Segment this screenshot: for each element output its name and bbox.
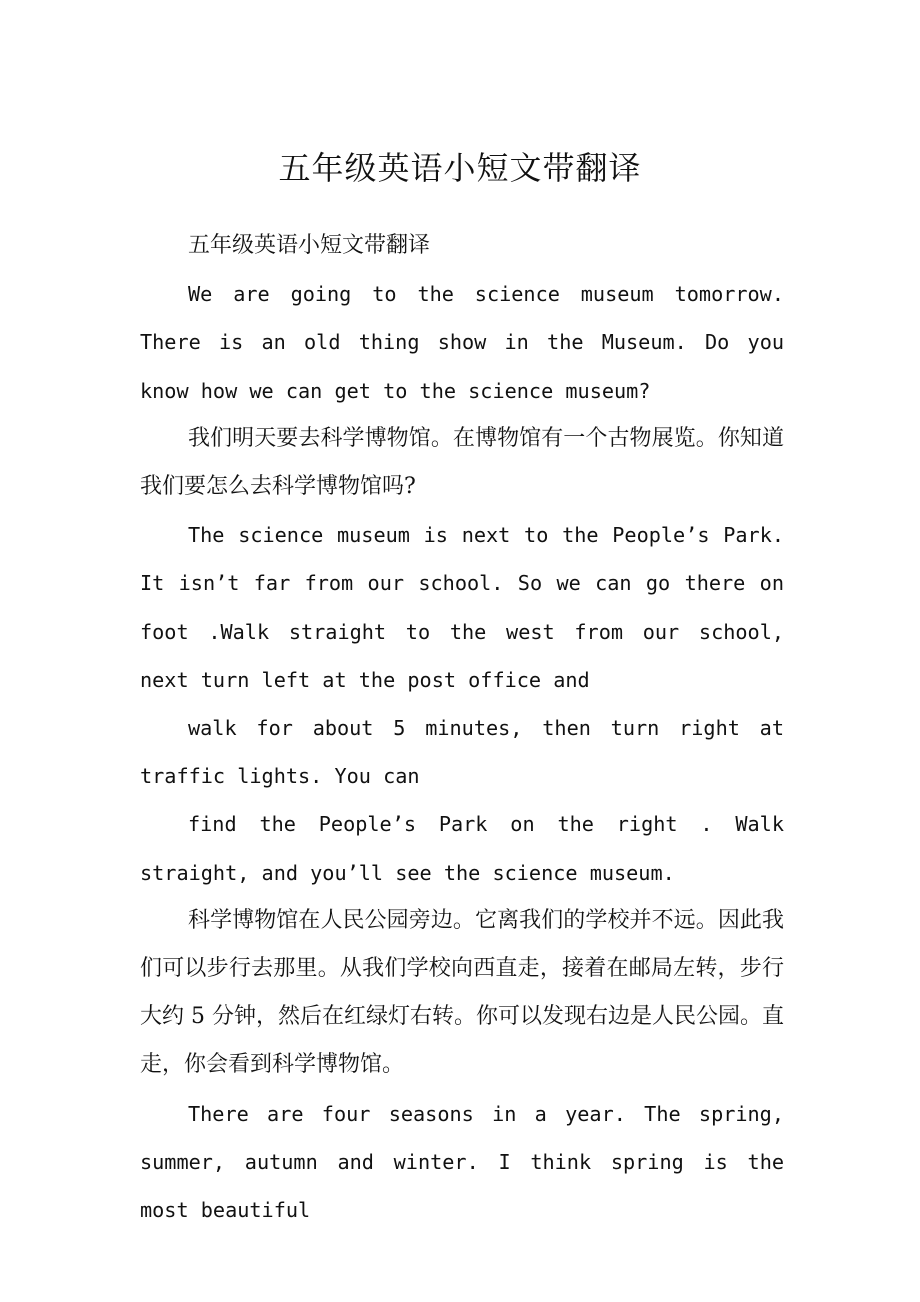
document-body [140, 222, 784, 1234]
paragraph-english-seasons: There are four seasons in a year. The spring, summer, autumn and winter. I think spring is the most beautiful [140, 1101, 784, 1223]
paragraph-chinese-directions: 科学博物馆在人民公园旁边。它离我们的学校并不远。因此我们可以步行去那里。从我们学校向西直走，接着在邮局左转，步行大约 5 分钟，然后在红绿灯右转。你可以发现右边是人民公园。直走，你会看到科学博物馆。 [140, 907, 784, 1078]
paragraph-english-directions-3: find the People’s Park on the right . Walk straight, and you’ll see the science museum. [140, 812, 784, 885]
paragraph-english-intro: We are going to the science museum tomorrow. There is an old thing show in the Museum. Do you know how we can get to the science museum? [140, 282, 784, 403]
paragraph-english-directions-2: walk for about 5 minutes, then turn right at traffic lights. You can [140, 716, 784, 789]
paragraph-subtitle: 五年级英语小短文带翻译 [188, 233, 431, 258]
paragraph-chinese-intro: 我们明天要去科学博物馆。在博物馆有一个古物展览。你知道我们要怎么去科学博物馆吗? [140, 425, 784, 500]
paragraph-english-directions-1: The science museum is next to the People’s Park. It isn’t far from our school. So we can go there on foot .Walk straight to the west from our school, next turn left at the post office and [140, 523, 784, 692]
document-title: 五年级英语小短文带翻译 [278, 149, 642, 187]
